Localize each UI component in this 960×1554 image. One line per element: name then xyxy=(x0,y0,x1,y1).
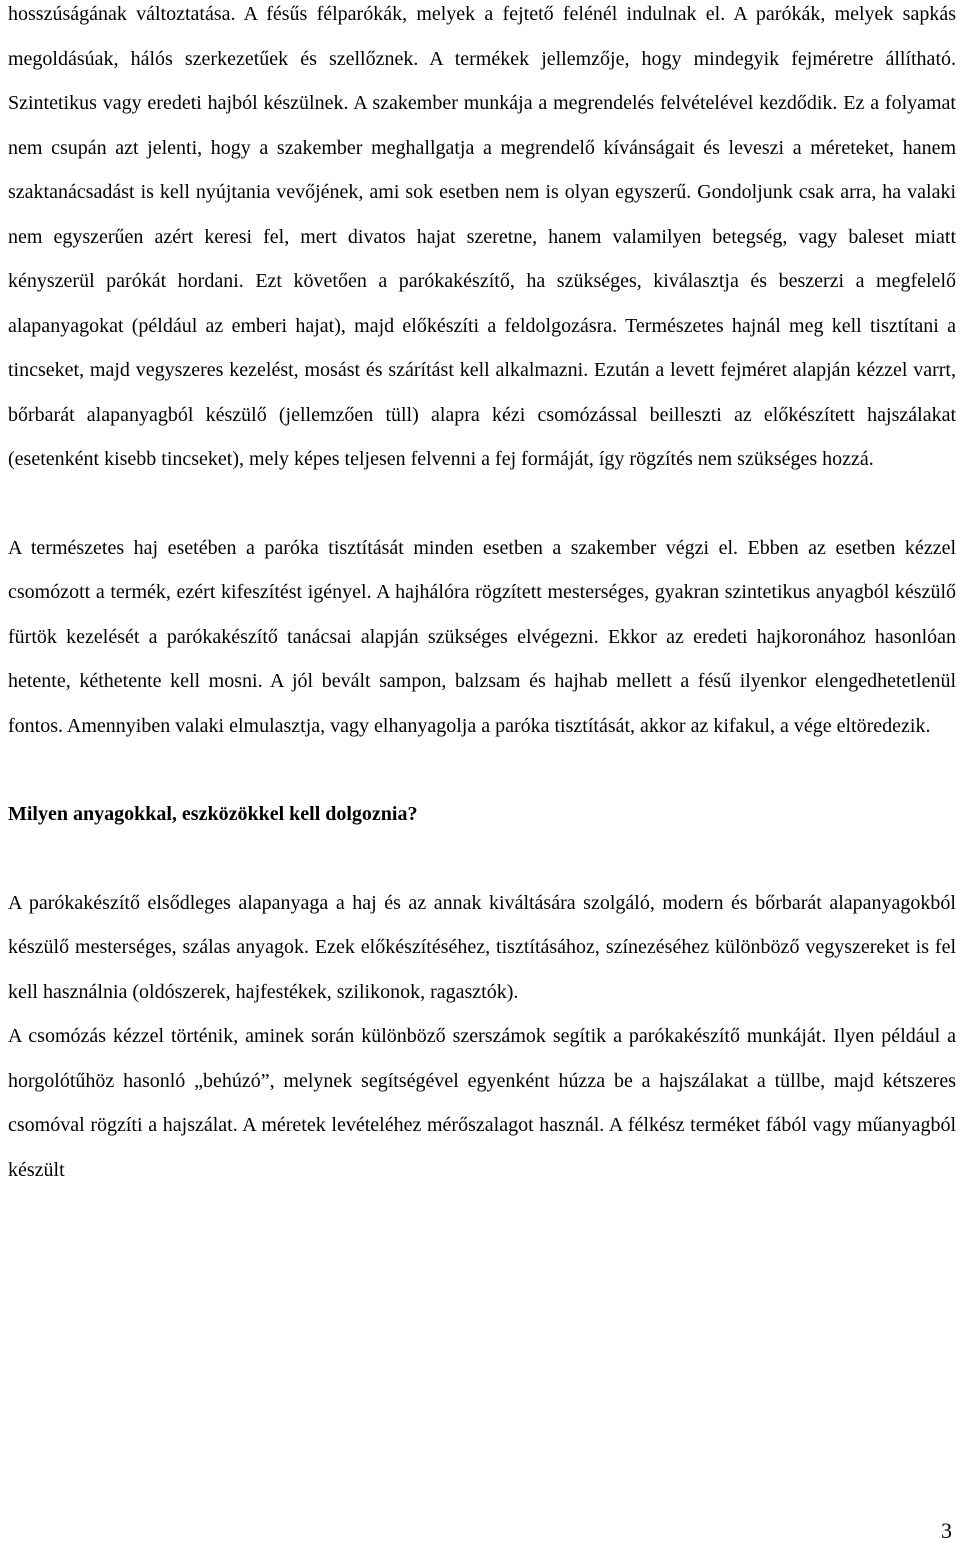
body-paragraph: A természetes haj esetében a paróka tisztítását minden esetben a szakember végzi el. Ebben az esetben kézzel csomózott a termék, ezért kifeszítést igényel. A hajhálóra rögzített mesterséges, gyakran szintetikus anyagból készülő fürtök kezelését a parókakészítő tanácsai alapján szükséges elvégezni. Ekkor az eredeti hajkoronához hasonlóan hetente, kéthetente kell mosni. A jól bevált sampon, balzsam és hajhab mellett a fésű ilyenkor elengedhetetlenül fontos. Amennyiben valaki elmulasztja, vagy elhanyagolja a paróka tisztítását, akkor az kifakul, a vége eltöredezik. xyxy=(8,536,956,737)
document-page xyxy=(8,0,956,1192)
body-paragraph: A parókakészítő elsődleges alapanyaga a haj és az annak kiváltására szolgáló, modern és bőrbarát alapanyagokból készülő mesterséges, szálas anyagok. Ezek előkészítéséhez, tisztításához, színezéséhez különböző vegyszereket is fel kell használnia (oldószerek, hajfestékek, szilikonok, ragasztók). xyxy=(8,891,956,1003)
page-number: 3 xyxy=(941,1518,952,1543)
section-heading: Milyen anyagokkal, eszközökkel kell dolgoznia? xyxy=(8,803,418,825)
body-paragraph: hosszúságának változtatása. A fésűs félparókák, melyek a fejtető felénél indulnak el. A parókák, melyek sapkás megoldásúak, hálós szerkezetűek és szellőznek. A termékek jellemzője, hogy mindegyik fejméretre állítható. Szintetikus vagy eredeti hajból készülnek. A szakember munkája a megrendelés felvételével kezdődik. Ez a folyamat nem csupán azt jelenti, hogy a szakember meghallgatja a megrendelő kívánságait és leveszi a méreteket, hanem szaktanácsadást is kell nyújtania vevőjének, ami sok esetben nem is olyan egyszerű. Gondoljunk csak arra, ha valaki nem egyszerűen azért keresi fel, mert divatos hajat szeretne, hanem valamilyen betegség, vagy baleset miatt kényszerül parókát hordani. Ezt követően a parókakészítő, ha szükséges, kiválasztja és beszerzi a megfelelő alapanyagokat (például az emberi hajat), majd előkészíti a feldolgozásra. Természetes hajnál meg kell tisztítani a tincseket, majd vegyszeres kezelést, mosást és szárítást kell alkalmazni. Ezután a levett fejméret alapján kézzel varrt, bőrbarát alapanyagból készülő (jellemzően tüll) alapra kézi csomózással beilleszti az előkészített hajszálakat (esetenként kisebb tincseket), mely képes teljesen felvenni a fej formáját, így rögzítés nem szükséges hozzá. xyxy=(8,3,956,470)
body-paragraph: A csomózás kézzel történik, aminek során különböző szerszámok segítik a parókakészítő munkáját. Ilyen például a horgolótűhöz hasonló „behúzó”, melynek segítségével egyenként húzza be a hajszálakat a tüllbe, majd kétszeres csomóval rögzíti a hajszálat. A méretek levételéhez mérőszalagot használ. A félkész terméket fából vagy műanyagból készült xyxy=(8,1025,956,1181)
